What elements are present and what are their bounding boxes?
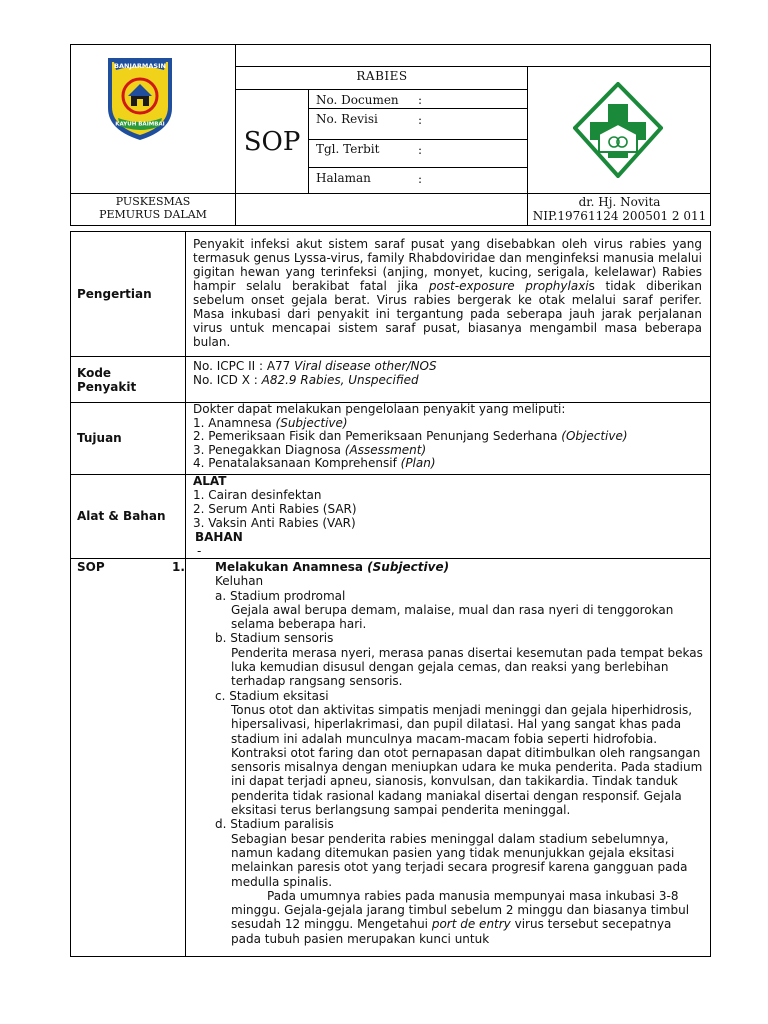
header-divider	[308, 89, 309, 193]
field-label-tgl-terbit: Tgl. Terbit	[316, 142, 380, 156]
doctor-signature	[528, 195, 711, 223]
field-label-no-revisi: No. Revisi	[316, 112, 378, 126]
crest-bottom-text: KAYUH BAIMBAI	[115, 121, 165, 128]
sop-step-heading	[215, 560, 703, 574]
tujuan-text	[193, 403, 702, 471]
tujuan-item	[193, 444, 702, 458]
pengertian-text	[193, 237, 702, 349]
field-value-halaman: :	[418, 172, 423, 186]
crest-top-text: BANJARMASIN	[114, 62, 166, 70]
tujuan-item	[193, 430, 702, 444]
header-divider	[308, 139, 527, 140]
kode-penyakit-text	[193, 359, 702, 387]
content-table-divider	[70, 356, 711, 357]
sop-paragraph-italic: port de entry	[431, 917, 511, 932]
doctor-nip: NIP.19761124 200501 2 011	[532, 209, 707, 223]
pengertian-text-italic: post-exposure prophylaxi	[428, 279, 589, 293]
row-label-tujuan: Tujuan	[77, 431, 122, 445]
bahan-heading: BAHAN	[195, 530, 243, 544]
tujuan-item	[193, 417, 702, 431]
header-divider	[70, 193, 711, 194]
icpc-description: Viral disease other/NOS	[294, 359, 437, 373]
row-label-sop: SOP	[77, 560, 105, 574]
sop-step-number: 1.	[172, 560, 185, 574]
alat-heading: ALAT	[193, 474, 227, 488]
bahan-item: -	[197, 544, 202, 558]
icd-code	[193, 373, 702, 387]
sop-step-heading-text: Melakukan Anamnesa	[215, 560, 368, 574]
stadium-title: c. Stadium eksitasi	[215, 688, 329, 703]
puskesmas-cross-logo	[573, 82, 663, 178]
facility-name	[70, 195, 236, 221]
row-label-kode-line-1: Kode	[77, 366, 112, 380]
tujuan-intro: Dokter dapat melakukan pengelolaan penyakit yang meliputi:	[193, 402, 566, 416]
tujuan-item-text: 3. Penegakkan Diagnosa	[193, 442, 345, 457]
header-divider	[308, 167, 527, 168]
header-divider	[308, 108, 527, 109]
alat-item: 3. Vaksin Anti Rabies (VAR)	[193, 516, 356, 530]
icd-description: A82.9 Rabies, Unspecified	[261, 373, 419, 387]
tujuan-item-italic: (Subjective)	[275, 415, 348, 430]
tujuan-item	[193, 457, 702, 471]
sop-label: SOP	[243, 127, 301, 157]
stadium-text: Sebagian besar penderita rabies meninggal dalam stadium sebelumnya, namun kadang ditemukan pasien yang tidak menunjukkan gejala eksitasi melainkan paresis otot yang terjadi secara progresif karena gangguan pada medulla spinalis.	[231, 831, 688, 889]
sop-step-heading-italic: (Subjective)	[367, 560, 450, 574]
sop-paragraph-text-end: virus tersebut secepatnya pada tubuh pasien merupakan kunci untuk	[231, 917, 672, 946]
sop-subheading: Keluhan	[215, 574, 264, 589]
tujuan-item-text: 1. Anamnesa	[193, 415, 276, 430]
content-table-divider	[70, 558, 711, 559]
row-label-kode-penyakit	[77, 366, 136, 394]
tujuan-item-italic: (Assessment)	[344, 442, 427, 457]
stadium-text: Gejala awal berupa demam, malaise, mual dan rasa nyeri di tenggorokan selama beberapa hari.	[231, 602, 674, 632]
icd-prefix: No. ICD X :	[193, 373, 262, 387]
alat-item: 1. Cairan desinfektan	[193, 488, 322, 502]
field-value-no-documen: :	[418, 93, 423, 107]
header-divider	[235, 89, 527, 90]
icpc-prefix: No. ICPC II : A77	[193, 359, 295, 373]
facility-line-2: PEMURUS DALAM	[99, 208, 207, 221]
pengertian-text-a: Penyakit infeksi akut sistem saraf pusat yang disebabkan oleh virus rabies yang termasuk genus Lyssa-virus, family Rhabdoviridae dan menginfeksi manusia melalui gigitan hewan yang terinfeksi (anjing, monyet, kucing, serigala, kelelawar) Rabies hampir selalu berakibat fatal jika	[193, 237, 702, 293]
stadium-title: b. Stadium sensoris	[215, 631, 334, 646]
tujuan-item-italic: (Objective)	[561, 429, 628, 443]
content-table-divider	[185, 231, 186, 957]
stadium-text: Penderita merasa nyeri, merasa panas disertai kesemutan pada tempat bekas luka kemudian disusul dengan gejala cemas, dan reaksi yang berlebihan terhadap rangsang sensoris.	[231, 645, 703, 689]
doctor-name: dr. Hj. Novita	[578, 195, 661, 209]
tujuan-item-italic: (Plan)	[400, 456, 436, 470]
field-value-tgl-terbit: :	[418, 143, 423, 157]
sop-title: RABIES	[356, 69, 408, 83]
sop-paragraph-text: Pada umumnya rabies pada manusia mempunyai masa inkubasi 3-8 minggu. Gejala-gejala jarang timbul sebelum 2 minggu dan biasanya timbul sesudah 12 minggu. Mengetahui	[231, 888, 690, 932]
header-divider	[235, 66, 711, 67]
sop-step-content	[215, 560, 703, 946]
row-label-alat-bahan: Alat & Bahan	[77, 509, 166, 523]
stadium-title: d. Stadium paralisis	[215, 817, 334, 832]
stadium-text: Tonus otot dan aktivitas simpatis menjadi meninggi dan gejala hiperhidrosis, hipersalivasi, hiperlakrimasi, dan pupil dilatasi. Hal yang sangat khas pada stadium ini adalah munculnya macam-macam fobia seperti hidrofobia. Kontraksi otot faring dan otot pernapasan dapat ditimbulkan oleh rangsangan sensoris misalnya dengan meniupkan udara ke muka penderita. Pada stadium ini dapat terjadi apneu, sianosis, konvulsan, dan takikardia. Tindak tanduk penderita tidak rasional kadang maniakal disertai dengan responsif. Gejala eksitasi terus berlangsung sampai penderita meninggal.	[231, 702, 703, 818]
facility-line-1: PUSKESMAS	[115, 195, 191, 208]
alat-bahan-text	[193, 474, 702, 558]
field-label-halaman: Halaman	[316, 171, 371, 185]
pengertian-text-b: s tidak diberikan sebelum onset gejala berat. Virus rabies bergerak ke otak melalui saraf perifer. Masa inkubasi dari penyakit ini tergantung pada seberapa jauh jarak perjalanan virus untuk mencapai sistem saraf pusat, biasanya mengambil masa beberapa bulan.	[193, 279, 702, 349]
stadium-title: a. Stadium prodromal	[215, 588, 346, 603]
row-label-pengertian: Pengertian	[77, 287, 152, 301]
icpc-code	[193, 359, 702, 373]
sop-paragraph	[215, 889, 703, 946]
field-label-no-documen: No. Documen	[316, 93, 399, 107]
tujuan-item-text: 2. Pemeriksaan Fisik dan Pemeriksaan Penunjang Sederhana	[193, 429, 562, 443]
alat-item: 2. Serum Anti Rabies (SAR)	[193, 502, 357, 516]
field-value-no-revisi: :	[418, 113, 423, 127]
tujuan-item-text: 4. Penatalaksanaan Komprehensif	[193, 456, 401, 470]
banjarmasin-crest-logo	[104, 52, 176, 142]
row-label-kode-line-2: Penyakit	[77, 380, 137, 394]
